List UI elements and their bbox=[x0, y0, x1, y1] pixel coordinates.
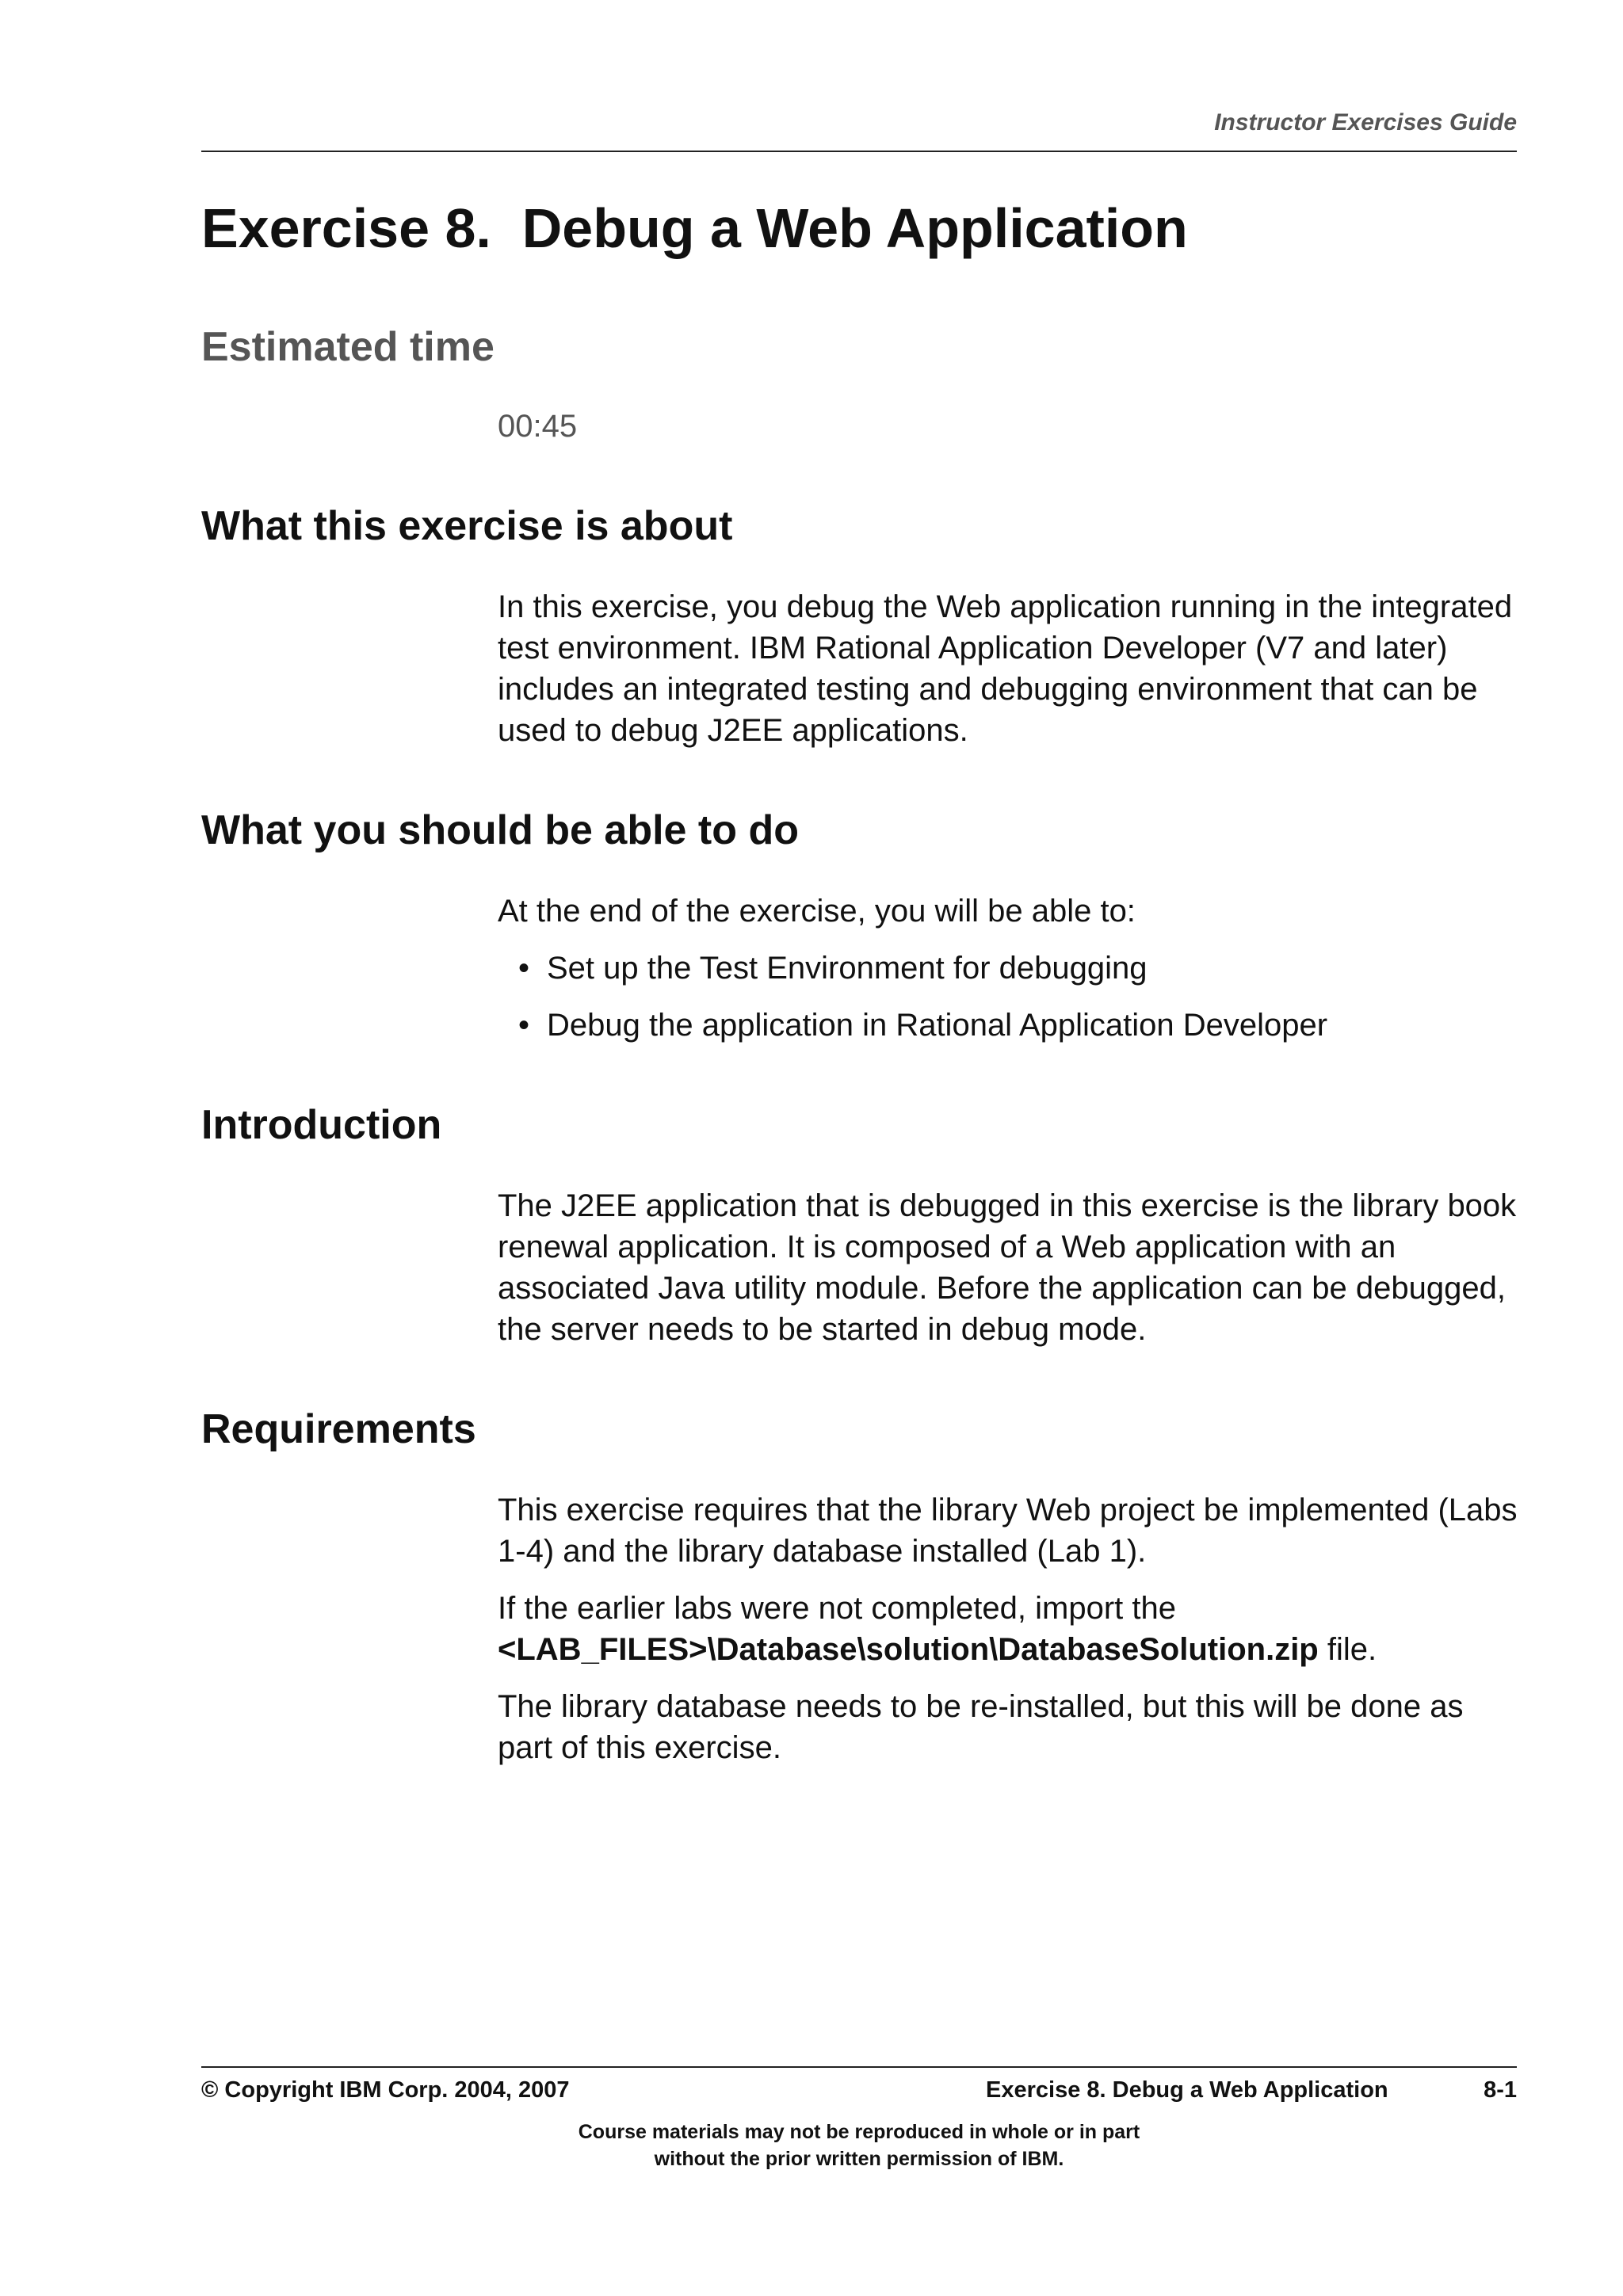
introduction-section bbox=[498, 1185, 1520, 1366]
footer-page-number: 8-1 bbox=[1484, 2077, 1517, 2103]
introduction-heading: Introduction bbox=[201, 1102, 442, 1148]
about-section bbox=[498, 586, 1520, 767]
header-rule bbox=[201, 151, 1517, 152]
footer-notice bbox=[201, 2119, 1517, 2172]
about-heading: What this exercise is about bbox=[201, 503, 733, 549]
running-header: Instructor Exercises Guide bbox=[1214, 109, 1517, 135]
footer-notice-line-1: Course materials may not be reproduced in whole or in part bbox=[578, 2121, 1140, 2143]
list-item-text: Set up the Test Environment for debugging bbox=[547, 951, 1148, 986]
footer-copyright: © Copyright IBM Corp. 2004, 2007 bbox=[201, 2077, 570, 2103]
objectives-intro: At the end of the exercise, you will be able to: bbox=[498, 894, 1136, 929]
list-item-text: Debug the application in Rational Application Developer bbox=[547, 1008, 1328, 1043]
page-title: Exercise 8. Debug a Web Application bbox=[201, 197, 1188, 259]
introduction-text: The J2EE application that is debugged in this exercise is the library book renewal application. It is composed of a Web application with an associated Java utility module. Before the application can be debugged, the server needs to be started in debug mode. bbox=[498, 1188, 1517, 1347]
estimated-time-value: 00:45 bbox=[498, 409, 578, 444]
requirements-para-2 bbox=[498, 1588, 1520, 1670]
requirements-para-3: The library database needs to be re-installed, but this will be done as part of this exercise. bbox=[498, 1689, 1464, 1765]
requirements-section bbox=[498, 1489, 1520, 1784]
list-item bbox=[498, 948, 1520, 989]
objectives-section bbox=[498, 891, 1520, 1062]
bullet-icon: • bbox=[518, 951, 530, 986]
about-text: In this exercise, you debug the Web application running in the integrated test environment. IBM Rational Application Developer (V7 and later) includes an integrated testing and debugging environment that can be used to debug J2EE applications. bbox=[498, 589, 1513, 748]
requirements-para-2-suffix: file. bbox=[1318, 1632, 1377, 1667]
lab-file-path: <LAB_FILES>\Database\solution\DatabaseSolution.zip bbox=[498, 1632, 1319, 1667]
estimated-time-heading: Estimated time bbox=[201, 324, 495, 370]
footer-notice-line-2: without the prior written permission of IBM. bbox=[654, 2148, 1064, 2170]
footer-rule bbox=[201, 2066, 1517, 2068]
footer-section-title: Exercise 8. Debug a Web Application bbox=[986, 2077, 1388, 2103]
requirements-heading: Requirements bbox=[201, 1406, 476, 1452]
requirements-para-1: This exercise requires that the library Web project be implemented (Labs 1-4) and the library database installed (Lab 1). bbox=[498, 1493, 1518, 1569]
bullet-icon: • bbox=[518, 1008, 530, 1043]
objectives-heading: What you should be able to do bbox=[201, 807, 799, 853]
list-item bbox=[498, 1005, 1520, 1046]
objectives-list bbox=[498, 948, 1520, 1046]
requirements-para-2-prefix: If the earlier labs were not completed, import the bbox=[498, 1591, 1176, 1626]
